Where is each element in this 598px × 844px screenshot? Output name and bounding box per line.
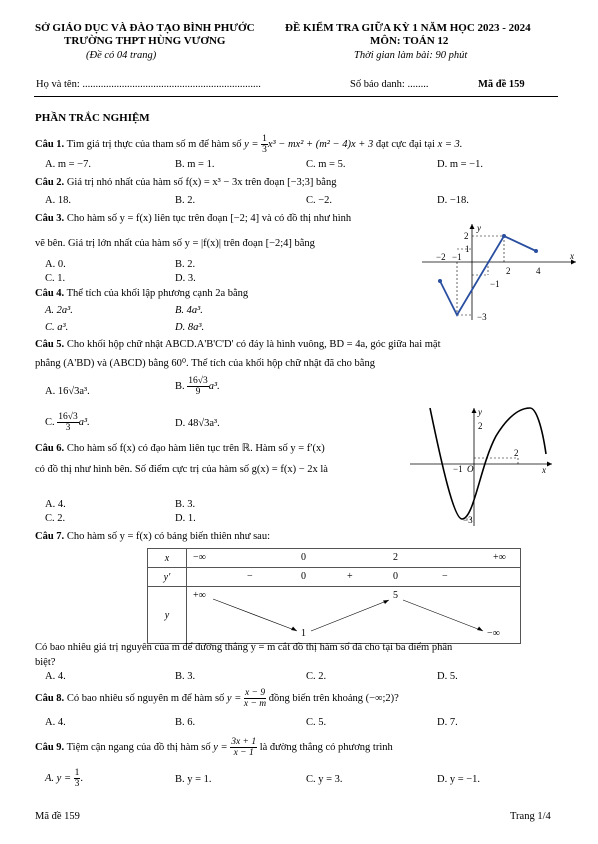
question-8: Câu 8. Có bao nhiêu số nguyên m để hàm số y = $\frac{x - 9}{x - m}$ đồng biến trên khoảng (−∞;2)?	[35, 688, 399, 709]
q3-tick-xm2: −2	[436, 252, 446, 262]
q7-option-c[interactable]: C. 2.	[306, 671, 327, 682]
school-name: TRƯỜNG THPT HÙNG VƯƠNG	[64, 35, 226, 47]
q5-option-d[interactable]: D. 48√3a³.	[175, 418, 220, 429]
q6-option-a[interactable]: A. 4.	[45, 499, 66, 510]
q3-tick-ym1: −1	[490, 279, 500, 289]
q3-tick-x4: 4	[536, 266, 541, 276]
q6-tick-ym3: −3	[463, 515, 473, 525]
q5-option-b[interactable]: B. $\frac{16√3}{9}$ a³.	[175, 376, 220, 397]
question-6: Câu 6. Cho hàm số f(x) có đạo hàm liên tục trên ℝ. Hàm số y = f′(x)	[35, 443, 325, 454]
q2-option-a[interactable]: A. 18.	[45, 195, 71, 206]
subject: MÔN: TOÁN 12	[370, 35, 449, 47]
question-7-cont: Có bao nhiêu giá trị nguyên của m để đường thẳng y = m cắt đồ thị hàm số đã cho tại ba điểm phân	[35, 642, 453, 653]
exam-code: Mã đề 159	[478, 79, 525, 90]
q1-option-c[interactable]: C. m = 5.	[306, 159, 346, 170]
q9-option-a[interactable]: A. y = $\frac{1}{3}$ .	[45, 768, 84, 789]
q3-option-a[interactable]: A. 0.	[45, 259, 66, 270]
header-divider	[34, 96, 558, 97]
variation-table	[147, 548, 521, 644]
q2-option-d[interactable]: D. −18.	[437, 195, 469, 206]
q7-option-b[interactable]: B. 3.	[175, 671, 196, 682]
q3-option-b[interactable]: B. 2.	[175, 259, 196, 270]
student-name-field: Họ và tên: ....................................................................	[36, 79, 261, 90]
q9-option-d[interactable]: D. y = −1.	[437, 774, 481, 785]
question-3-cont: vẽ bên. Giá trị lớn nhất của hàm số y = |f(x)| trên đoạn [−2;4] bằng	[35, 238, 315, 249]
q3-axis-y: y	[477, 223, 481, 233]
table-y-label: y	[148, 587, 187, 644]
q3-tick-y2: 2	[464, 231, 469, 241]
q6-tick-xm1: −1	[453, 464, 463, 474]
q5-option-c[interactable]: C. $\frac{16√3}{3}$ a³.	[45, 412, 90, 433]
table-x-label: x	[148, 549, 187, 568]
q4-option-b[interactable]: B. 4a³.	[175, 305, 203, 316]
question-3: Câu 3. Cho hàm số y = f(x) liên tục trên đoạn [−2; 4] và có đồ thị như hình	[35, 213, 352, 224]
table-yp-label: y′	[148, 568, 187, 587]
table-yp-row: − 0 + 0 −	[187, 568, 521, 587]
question-5: Câu 5. Cho khối hộp chữ nhật ABCD.A'B'C'D' có đáy là hình vuông, BD = 4a, góc giữa hai mặt	[35, 339, 441, 350]
question-7-cont2: biệt?	[35, 657, 56, 668]
q6-graph	[408, 406, 558, 528]
question-2: Câu 2. Giá trị nhỏ nhất của hàm số f(x) = x³ − 3x trên đoạn [−3;3] bằng	[35, 177, 337, 188]
time-limit: Thời gian làm bài: 90 phút	[354, 50, 468, 61]
q6-option-b[interactable]: B. 3.	[175, 499, 196, 510]
section-title: PHẦN TRẮC NGHIỆM	[35, 112, 150, 124]
question-5-cont: phẳng (A'BD) và (ABCD) bằng 60⁰. Thể tích của khối hộp chữ nhật đã cho bằng	[35, 358, 375, 369]
q8-option-a[interactable]: A. 4.	[45, 717, 66, 728]
q3-axis-x: x	[570, 251, 574, 261]
q6-origin: O	[467, 464, 474, 474]
q6-option-d[interactable]: D. 1.	[175, 513, 196, 524]
question-4: Câu 4. Thể tích của khối lập phương cạnh 2a bằng	[35, 288, 249, 299]
q6-axis-x: x	[542, 465, 546, 475]
q3-tick-xm1: −1	[452, 252, 462, 262]
exam-title: ĐỀ KIỂM TRA GIỮA KỲ 1 NĂM HỌC 2023 - 2024	[285, 22, 531, 34]
question-6-cont: có đồ thị như hình bên. Số điểm cực trị của hàm số g(x) = f(x) − 2x là	[35, 464, 328, 475]
q1-option-b[interactable]: B. m = 1.	[175, 159, 215, 170]
footer-code: Mã đề 159	[35, 811, 80, 822]
q3-option-d[interactable]: D. 3.	[175, 273, 196, 284]
q3-tick-y1: 1	[465, 244, 470, 254]
q8-option-b[interactable]: B. 6.	[175, 717, 196, 728]
q1-option-a[interactable]: A. m = −7.	[45, 159, 91, 170]
question-9: Câu 9. Tiệm cận ngang của đồ thị hàm số y = $\frac{3x + 1}{x - 1}$ là đường thẳng có phương trình	[35, 737, 393, 758]
q4-option-d[interactable]: D. 8a³.	[175, 322, 205, 333]
table-y-row: +∞ 5 1 −∞	[187, 587, 521, 644]
student-id-field: Số báo danh: ........	[350, 79, 429, 90]
q6-axis-y: y	[478, 407, 482, 417]
q4-option-a[interactable]: A. 2a³.	[45, 305, 73, 316]
q9-option-c[interactable]: C. y = 3.	[306, 774, 343, 785]
q2-option-b[interactable]: B. 2.	[175, 195, 196, 206]
q1-option-d[interactable]: D. m = −1.	[437, 159, 483, 170]
q5-option-a[interactable]: A. 16√3a³.	[45, 386, 90, 397]
q8-option-d[interactable]: D. 7.	[437, 717, 458, 728]
q8-option-c[interactable]: C. 5.	[306, 717, 327, 728]
q3-graph	[422, 222, 580, 322]
table-x-row: −∞ 0 2 +∞	[187, 549, 521, 568]
ministry-name: SỞ GIÁO DỤC VÀ ĐÀO TẠO BÌNH PHƯỚC	[35, 22, 255, 34]
q7-option-d[interactable]: D. 5.	[437, 671, 458, 682]
q6-tick-y2: 2	[478, 421, 483, 431]
q3-option-c[interactable]: C. 1.	[45, 273, 66, 284]
footer-page: Trang 1/4	[510, 811, 551, 822]
q3-tick-x2: 2	[506, 266, 511, 276]
q2-option-c[interactable]: C. −2.	[306, 195, 333, 206]
q9-option-b[interactable]: B. y = 1.	[175, 774, 212, 785]
q6-tick-x2: 2	[514, 448, 519, 458]
question-1: Câu 1. Tìm giá trị thực của tham số m để hàm số y = $\frac{1}{3}$ x³ − mx² + (m² − 4)x + 3 đạt cực đại tại x = 3.	[35, 134, 463, 155]
q7-option-a[interactable]: A. 4.	[45, 671, 66, 682]
page-count-note: (Đề có 04 trang)	[86, 50, 157, 61]
question-7: Câu 7. Cho hàm số y = f(x) có bảng biến thiên như sau:	[35, 531, 271, 542]
q6-option-c[interactable]: C. 2.	[45, 513, 66, 524]
q4-option-c[interactable]: C. a³.	[45, 322, 69, 333]
q3-tick-ym3: −3	[477, 312, 487, 322]
